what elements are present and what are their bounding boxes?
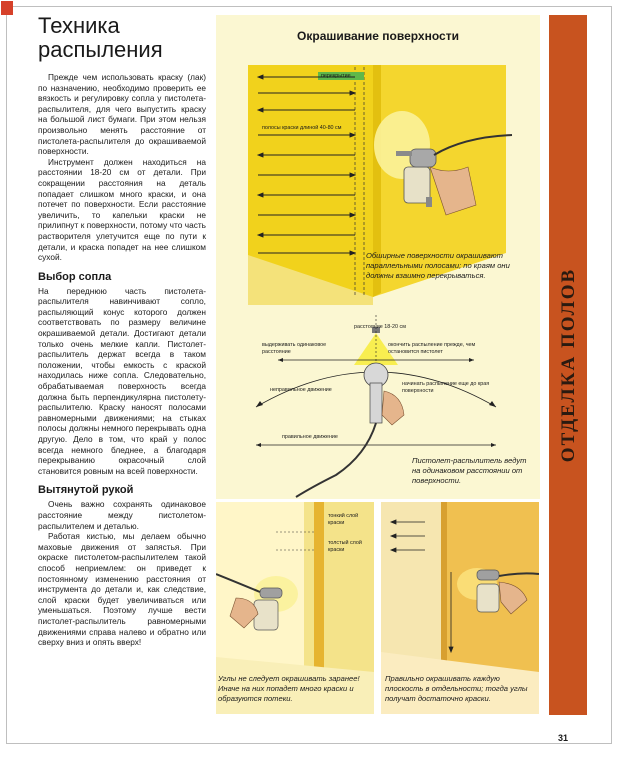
- wrong-corner-panel: [216, 502, 374, 714]
- paragraph-5: Работая кистью, мы делаем обычно маховые движения от запястья. При окраске пистолетом-распылителем такой способ неприемлем: он приведет к постоянному изменению расстояния от инструмента до детали и, как следствие, слой краски будет увеличиваться или уменьшаться. Поэтому лучше вести пистолет-распылитель равномерными движениями справа налево и обратно или сверху вниз и опять вверх!: [38, 531, 206, 648]
- heading-arm: Вытянутой рукой: [38, 484, 134, 497]
- right-corner-panel: [381, 502, 539, 714]
- label-thin-layer: тонкий слой краски: [328, 513, 359, 526]
- caption-wrong-corner: Углы не следует окрашивать заранее! Иначе на них попадет много краски и образуются потеки.: [218, 674, 360, 703]
- caption-wall: Обширные поверхности окрашивают параллельными полосами; по краям они должны взаимно перекрываться.: [366, 251, 510, 280]
- label-stripes: полосы краски длиной 40-80 см: [262, 125, 342, 131]
- paragraph-1: Прежде чем использовать краску (лак) по назначению, необходимо проверить ее вязкость и регулировку сопла у пистолета-распылителя, для чего выпустить краску на большой лист бумаги. При этом нельзя произвольно менять расстояние от пистолета-распылителя до окрашиваемой поверхности.: [38, 72, 206, 157]
- label-start-spray: начинать распыление еще до края поверхности: [402, 381, 490, 394]
- label-distance: расстояние 18-20 см: [354, 324, 406, 330]
- title-line-1: Техника: [38, 13, 120, 38]
- label-keep-distance: выдерживать одинаковое расстояние: [262, 342, 327, 355]
- paragraph-3: На переднюю часть пистолета-распылителя навинчивают сопло, распыляющий конус которого должен соответствовать по размеру величине окрашиваемой детали. Достигают детали только очень мелкие капли. Пистолет-распылитель держат всегда в таком положении, чтобы емкость с краской находилась ниже сопла. Следовательно, обрабатываемая поверхность всегда должна быть перпендикулярна пистолету-распылителю. Краску наносят полосами равномерными движениями; на стыках полосы должны немного перекрывать одна другую. Дело в том, что край у полос всегда немного бледнее, а благодаря перекрыванию окрасочный слой становится ровным на всей поверхности.: [38, 285, 206, 476]
- chapter-title: ОТДЕЛКА ПОЛОВ: [558, 267, 579, 463]
- caption-right-corner: Правильно окрашивать каждую плоскость в отдельности; тогда углы получат достаточно краски.: [385, 674, 528, 703]
- label-thick-layer: толстый слой краски: [328, 540, 362, 553]
- panel-title: Окрашивание поверхности: [297, 29, 459, 43]
- heading-nozzle: Выбор сопла: [38, 270, 112, 283]
- text-column: [38, 14, 206, 648]
- label-overlap: перекрытие: [321, 73, 351, 79]
- corner-mark: [1, 1, 13, 15]
- paragraph-2: Инструмент должен находиться на расстоянии 18-20 см от детали. При сокращении расстояния на деталь попадает слишком много краски, и она потечет по поверхности. Если расстояние увеличить, то капельки краски не прилипнут к поверхности, потому что часть растворителя улетучится еще по пути к детали, и краска попадет на нее слишком сухой.: [38, 156, 206, 263]
- label-finish-spray: окончить распыление прежде, чем остановится пистолет: [388, 342, 476, 355]
- label-wrong-movement: неправильное движение: [270, 387, 332, 393]
- title-line-2: распыления: [38, 37, 163, 62]
- label-right-movement: правильное движение: [282, 434, 338, 440]
- page-number: 31: [558, 733, 569, 743]
- illustration-panel: [216, 15, 540, 499]
- paragraph-4: Очень важно сохранять одинаковое расстояние между пистолетом-распылителем и деталью.: [38, 499, 206, 531]
- page-title: [38, 14, 206, 62]
- caption-gun: Пистолет-распылитель ведут на одинаковом расстоянии от поверхности.: [412, 456, 527, 485]
